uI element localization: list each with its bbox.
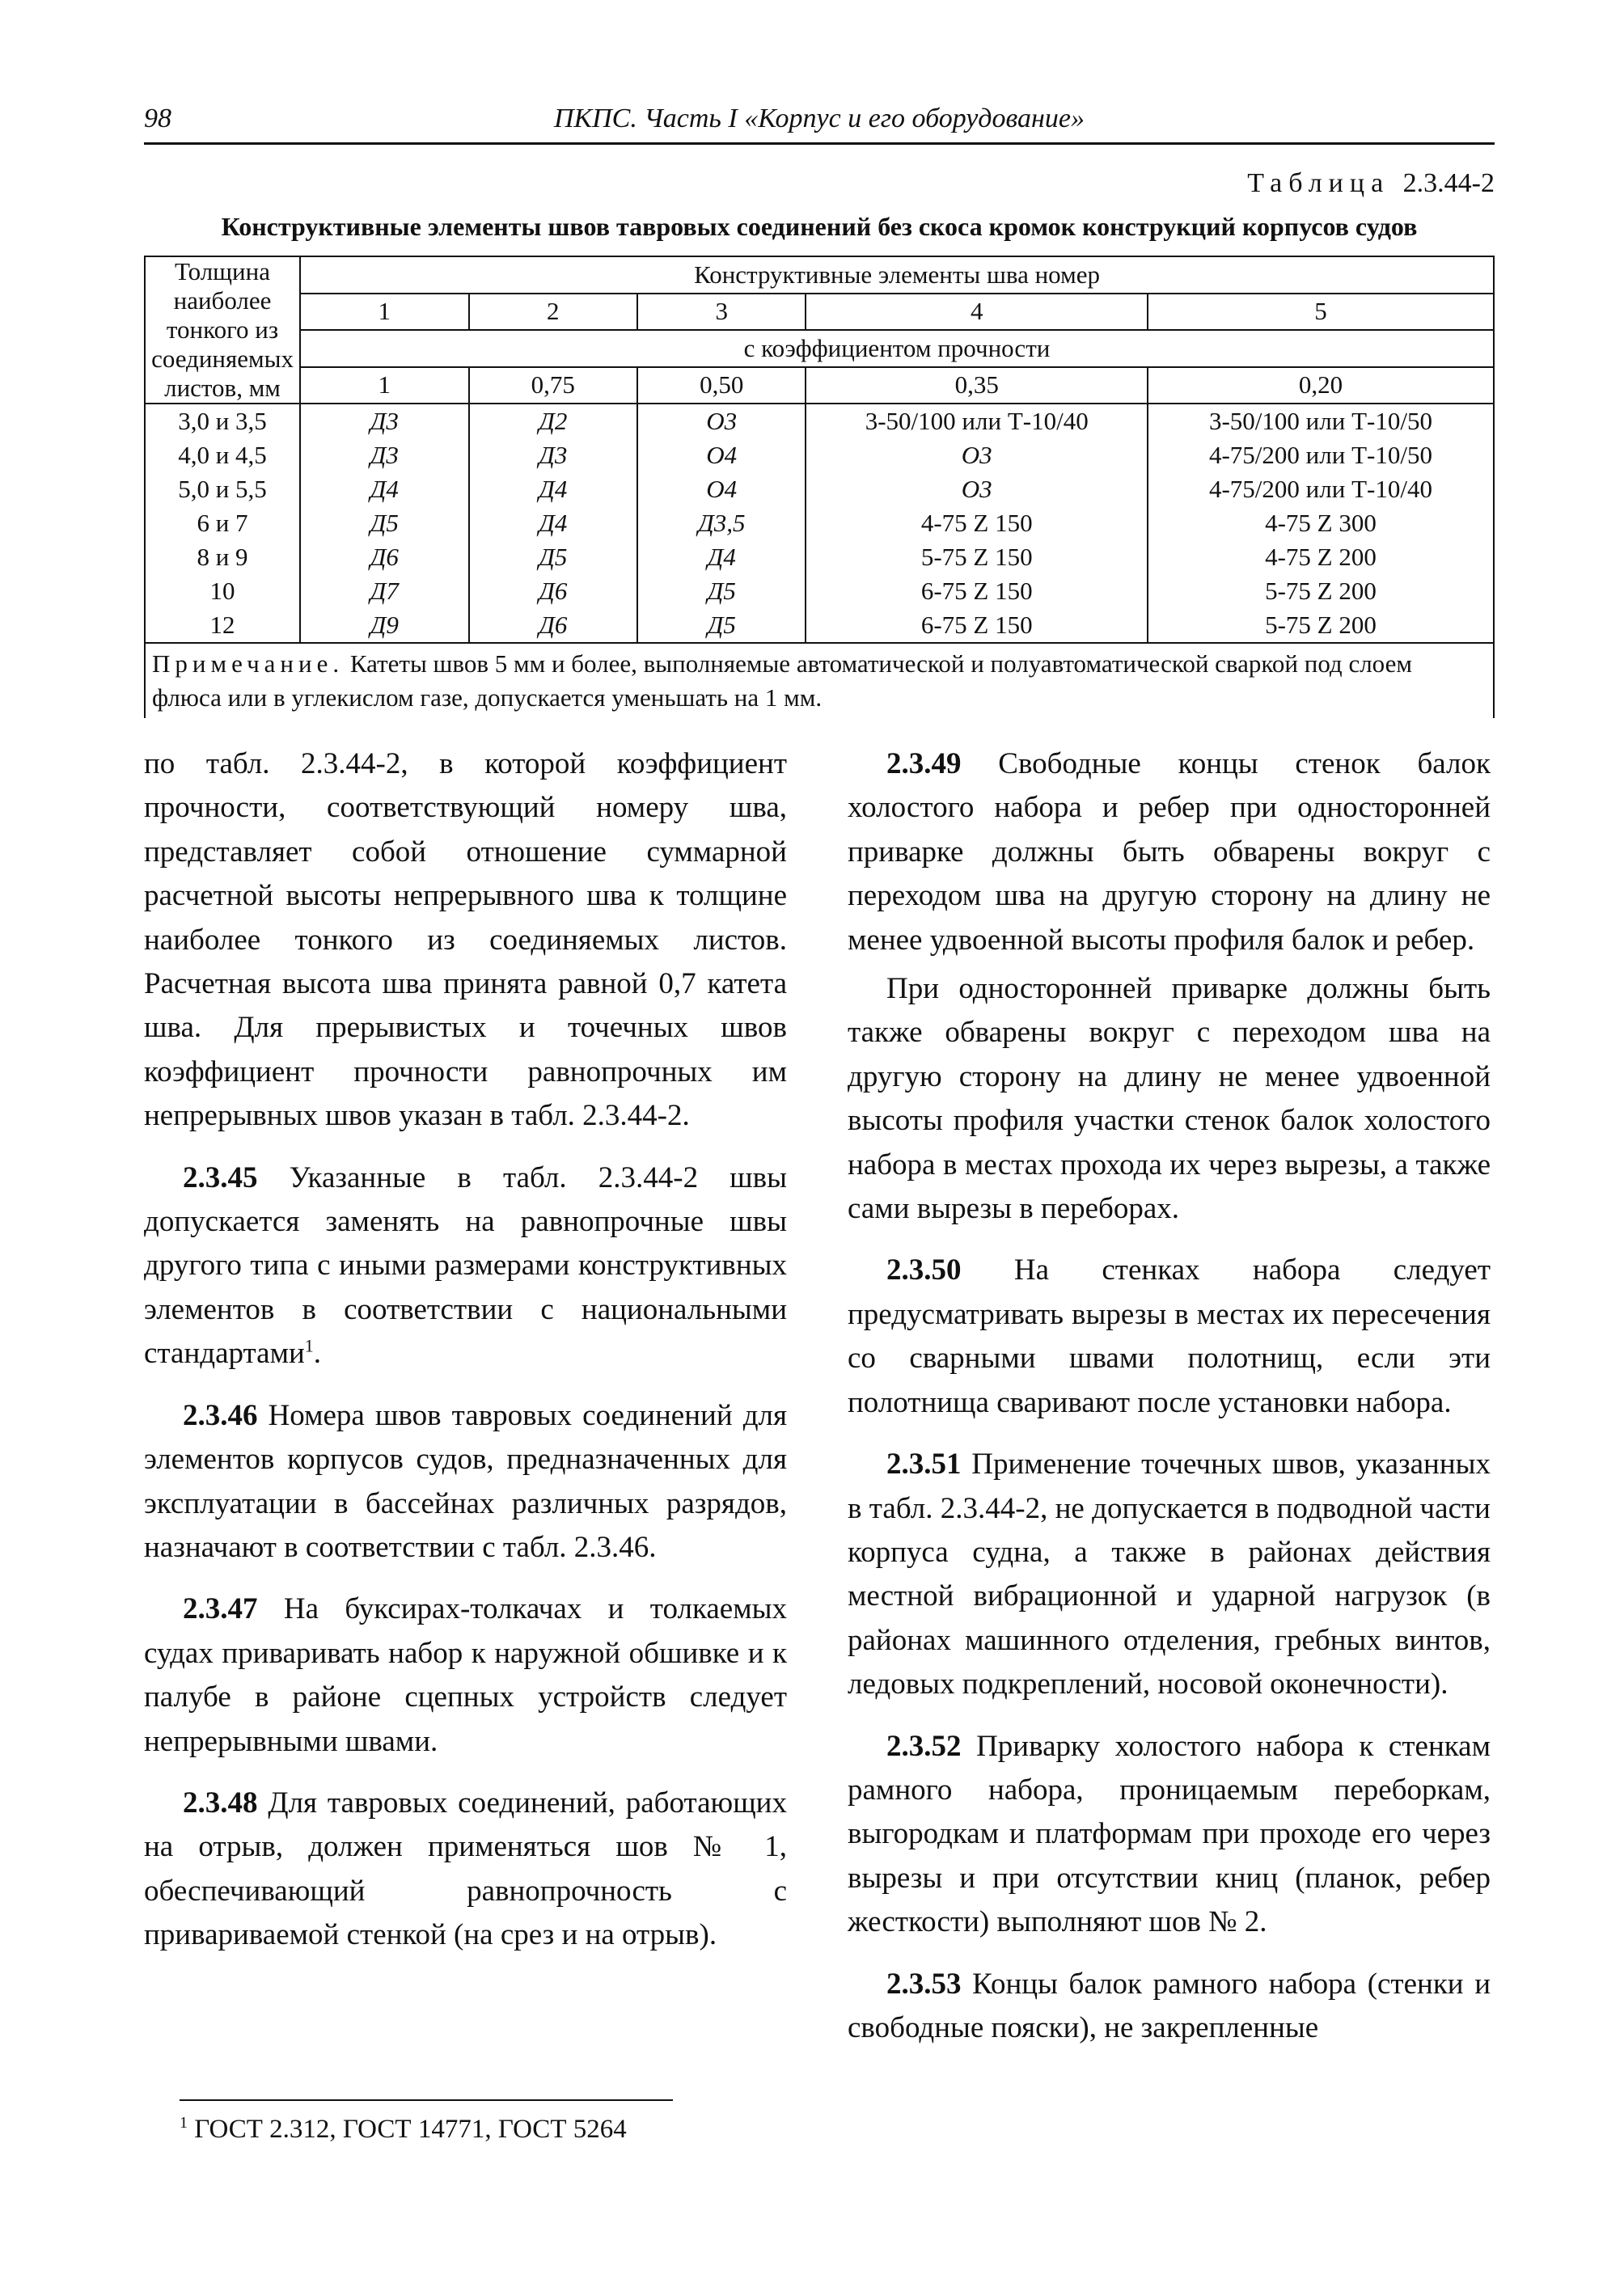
paragraph: При односторонней приварке должны быть также обварены вокруг с переходом шва на другую сторону на длину не менее удвоенной высоты профиля участки стенок балок холостого набора в местах прохода их через вырезы, а также сами вырезы в переборах. xyxy=(848,972,1491,1226)
weld-number-header: 3 xyxy=(637,294,806,331)
weld-number-header: 5 xyxy=(1148,294,1494,331)
weld-code-cell: Д4 xyxy=(300,472,468,506)
thickness-cell: 12 xyxy=(145,608,300,643)
footnote-divider xyxy=(180,2099,673,2101)
section-2-3-53 xyxy=(848,1963,1491,2051)
strength-value: 0,50 xyxy=(637,367,806,404)
table-row xyxy=(145,608,1494,643)
weld-code-cell: Д5 xyxy=(300,506,468,540)
weld-code-cell: Д9 xyxy=(300,608,468,643)
section-number: 2.3.52 xyxy=(886,1729,962,1763)
strength-value: 0,20 xyxy=(1148,367,1494,404)
weld-code-cell: 6-75 Z 150 xyxy=(806,574,1147,608)
section-2-3-47 xyxy=(144,1587,787,1764)
table-note-row xyxy=(145,643,1494,718)
section-number: 2.3.47 xyxy=(183,1592,258,1626)
weld-code-cell: О3 xyxy=(806,472,1147,506)
thickness-cell: 6 и 7 xyxy=(145,506,300,540)
page-number: 98 xyxy=(144,104,171,133)
weld-code-cell: 3-50/100 или Т-10/50 xyxy=(1148,404,1494,438)
weld-code-cell: 5-75 Z 200 xyxy=(1148,608,1494,643)
paragraph: по табл. 2.3.44-2, в которой коэффициент прочности, соответствующий номеру шва, представляет собой отношение суммарной расчетной высоты непрерывного шва к толщине наиболее тонкого из соединяемых листов. Расчетная высота шва принята равной 0,7 катета шва. Для прерывистых и точечных швов коэффициент прочности равнопрочных им непрерывных швов указан в табл. 2.3.44-2. xyxy=(144,747,787,1133)
section-2-3-52 xyxy=(848,1725,1491,1945)
weld-code-cell: 4-75 Z 200 xyxy=(1148,540,1494,574)
footnote xyxy=(180,2114,627,2145)
weld-code-cell: 3-50/100 или Т-10/40 xyxy=(806,404,1147,438)
table-number: 2.3.44-2 xyxy=(1402,168,1495,198)
running-header xyxy=(144,100,1495,145)
table-row xyxy=(145,540,1494,574)
strength-value: 0,35 xyxy=(806,367,1147,404)
footnote-ref: 1 xyxy=(304,1335,314,1356)
table-caption: Конструктивные элементы швов тавровых соединений без скоса кромок конструкций корпусов судов xyxy=(221,212,1418,241)
section-text: Приварку холостого набора к стенкам рамного набора, проницаемым переборкам, выгородкам и платформам при проходе его через вырезы и при отсутствии книц (планок, ребер жесткости) выполняют шов № 2. xyxy=(848,1729,1491,1939)
table-row xyxy=(145,506,1494,540)
weld-code-cell: О3 xyxy=(637,404,806,438)
weld-code-cell: 5-75 Z 200 xyxy=(1148,574,1494,608)
table-label xyxy=(1247,168,1495,199)
section-2-3-45 xyxy=(144,1156,787,1376)
section-text: Применение точечных швов, указанных в табл. 2.3.44-2, не допускается в подводной части корпуса судна, а также в районах действия местной вибрационной и ударной нагрузок (в районах машинного отделения, гребных винтов, ледовых подкреплений, носовой оконечности). xyxy=(848,1448,1491,1701)
section-text: Концы балок рамного набора (стенки и свободные пояски), не закрепленные xyxy=(848,1967,1491,2044)
table-row xyxy=(145,574,1494,608)
thickness-header: Толщина наиболее тонкого из соединяемых листов, мм xyxy=(145,256,300,404)
thickness-cell: 3,0 и 3,5 xyxy=(145,404,300,438)
running-title: ПКПС. Часть I «Корпус и его оборудование» xyxy=(554,104,1085,133)
weld-number-header: 4 xyxy=(806,294,1147,331)
left-text-column xyxy=(144,742,787,1976)
section-text: Свободные концы стенок балок холостого набора и ребер при односторонней приварке должны быть обварены вокруг с переходом шва на другую сторону на длину не менее удвоенной высоты профиля балок и ребер. xyxy=(848,747,1491,957)
weld-code-cell: Д7 xyxy=(300,574,468,608)
weld-code-cell: Д5 xyxy=(469,540,637,574)
weld-code-cell: О3 xyxy=(806,438,1147,472)
weld-code-cell: Д2 xyxy=(469,404,637,438)
section-text: На стенках набора следует предусматривать вырезы в местах их пересечения со сварными швами полотнищ, если эти полотнища сваривают после установки набора. xyxy=(848,1253,1491,1419)
section-text: Для тавровых соединений, работающих на отрыв, должен применяться шов № 1, обеспечивающий равнопрочность с привариваемой стенкой (на срез и на отрыв). xyxy=(144,1786,787,1952)
weld-elements-table xyxy=(144,256,1495,718)
section-number: 2.3.53 xyxy=(886,1967,962,2001)
table-note xyxy=(145,643,1494,718)
weld-code-cell: Д3,5 xyxy=(637,506,806,540)
weld-number-header: 2 xyxy=(469,294,637,331)
weld-code-cell: 4-75 Z 150 xyxy=(806,506,1147,540)
weld-code-cell: Д3 xyxy=(469,438,637,472)
right-text-column xyxy=(848,742,1491,2068)
weld-code-cell: 5-75 Z 150 xyxy=(806,540,1147,574)
footnote-text: ГОСТ 2.312, ГОСТ 14771, ГОСТ 5264 xyxy=(194,2115,627,2144)
section-2-3-50 xyxy=(848,1249,1491,1425)
weld-number-header: 1 xyxy=(300,294,468,331)
section-text: На буксирах-толкачах и толкаемых судах приваривать набор к наружной обшивке и к палубе в районе сцепных устройств следует непрерывными швами. xyxy=(144,1592,787,1758)
thickness-cell: 5,0 и 5,5 xyxy=(145,472,300,506)
weld-code-cell: Д5 xyxy=(637,608,806,643)
weld-code-cell: 6-75 Z 150 xyxy=(806,608,1147,643)
strength-value: 0,75 xyxy=(469,367,637,404)
section-number: 2.3.46 xyxy=(183,1398,258,1432)
thickness-cell: 8 и 9 xyxy=(145,540,300,574)
weld-code-cell: Д3 xyxy=(300,438,468,472)
weld-code-cell: Д4 xyxy=(469,506,637,540)
footnote-marker: 1 xyxy=(180,2114,188,2132)
section-number: 2.3.48 xyxy=(183,1786,258,1820)
weld-code-cell: 4-75 Z 300 xyxy=(1148,506,1494,540)
thickness-cell: 4,0 и 4,5 xyxy=(145,438,300,472)
section-2-3-51 xyxy=(848,1443,1491,1706)
weld-code-cell: Д4 xyxy=(469,472,637,506)
table-row xyxy=(145,472,1494,506)
weld-code-cell: О4 xyxy=(637,438,806,472)
section-text-end: . xyxy=(313,1337,322,1371)
strength-value: 1 xyxy=(300,367,468,404)
section-2-3-49 xyxy=(848,742,1491,962)
section-number: 2.3.51 xyxy=(886,1448,962,1482)
weld-code-cell: Д6 xyxy=(300,540,468,574)
table-row xyxy=(145,438,1494,472)
weld-code-cell: 4-75/200 или Т-10/50 xyxy=(1148,438,1494,472)
section-2-3-48 xyxy=(144,1782,787,1958)
section-number: 2.3.49 xyxy=(886,747,962,780)
strength-header: с коэффициентом прочности xyxy=(300,330,1494,367)
weld-code-cell: Д4 xyxy=(637,540,806,574)
weld-code-cell: Д3 xyxy=(300,404,468,438)
section-number: 2.3.45 xyxy=(183,1160,258,1194)
weld-code-cell: Д5 xyxy=(637,574,806,608)
section-text: Номера швов тавровых соединений для элементов корпусов судов, предназначенных для эксплуатации в бассейнах различных разрядов, назначают в соответствии с табл. 2.3.46. xyxy=(144,1398,788,1564)
section-number: 2.3.50 xyxy=(886,1253,962,1287)
weld-code-cell: 4-75/200 или Т-10/40 xyxy=(1148,472,1494,506)
table-row xyxy=(145,404,1494,438)
weld-code-cell: Д6 xyxy=(469,574,637,608)
thickness-cell: 10 xyxy=(145,574,300,608)
weld-code-cell: Д6 xyxy=(469,608,637,643)
weld-group-header: Конструктивные элементы шва номер xyxy=(300,256,1494,294)
weld-code-cell: О4 xyxy=(637,472,806,506)
table-label-word: Таблица xyxy=(1247,168,1390,198)
section-2-3-46 xyxy=(144,1394,787,1570)
section-text: Указанные в табл. 2.3.44-2 швы допускается заменять на равнопрочные швы другого типа с иными размерами конструктивных элементов в соответствии с национальными стандартами xyxy=(144,1160,787,1371)
note-text: Катеты швов 5 мм и более, выполняемые автоматической и полуавтоматической сваркой под слоем флюса или в углекислом газе, допускается уменьшать на 1 мм. xyxy=(152,649,1412,712)
note-label: Примечание. xyxy=(152,649,345,678)
